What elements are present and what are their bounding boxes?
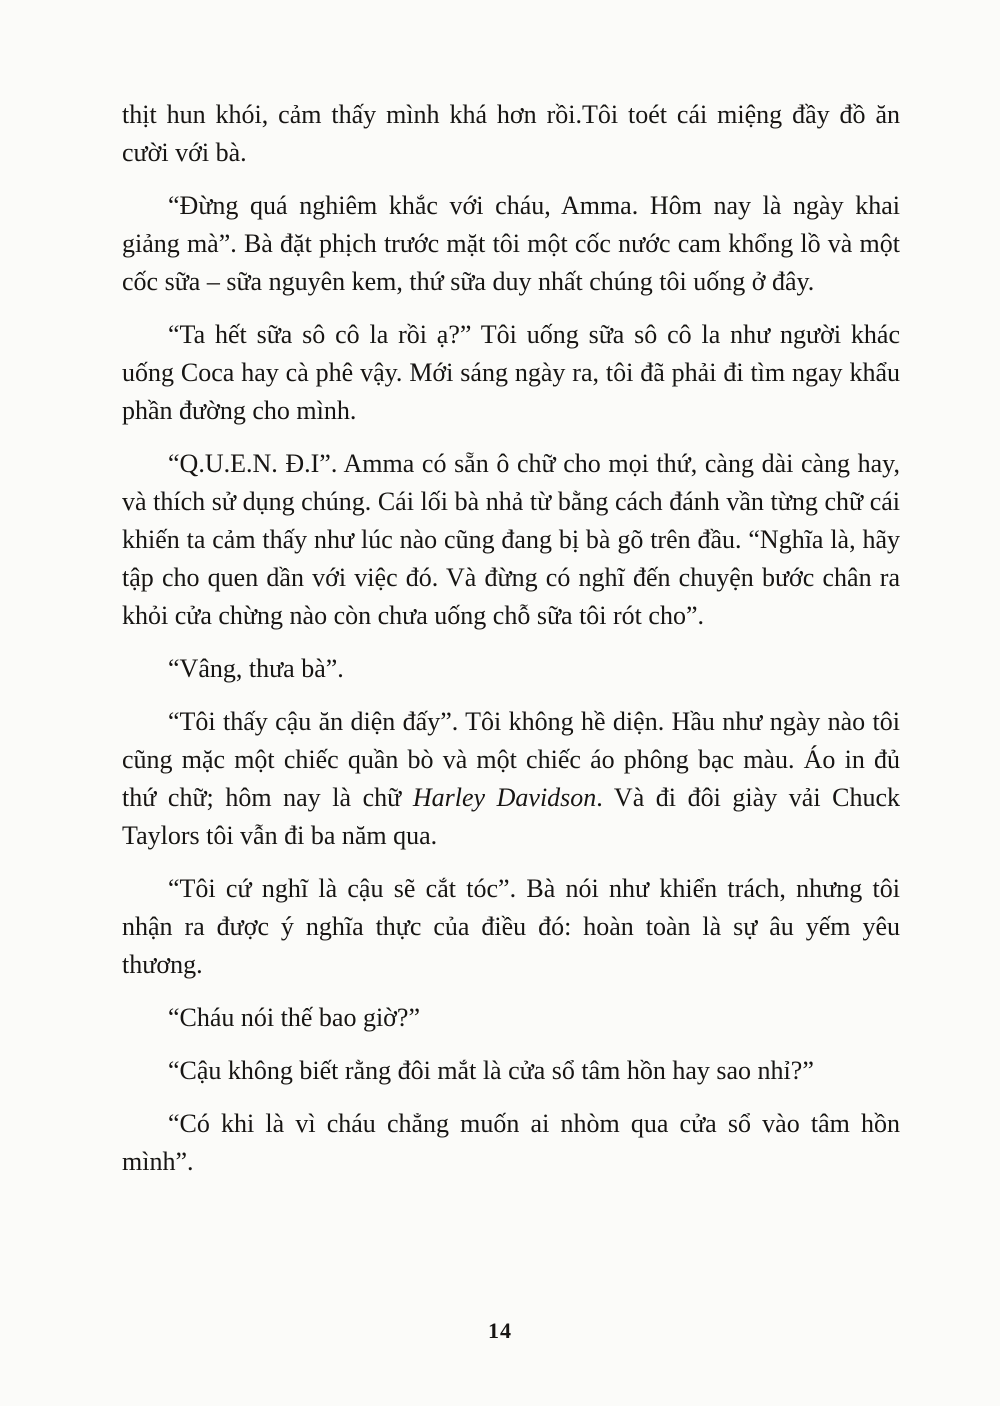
paragraph (122, 703, 900, 855)
text-run: “Có khi là vì cháu chẳng muốn ai nhòm qua cửa sổ vào tâm hồn mình”. (122, 1109, 900, 1176)
paragraph (122, 870, 900, 984)
paragraph (122, 445, 900, 635)
text-run: “Q.U.E.N. Đ.I”. Amma có sẵn ô chữ cho mọi thứ, càng dài càng hay, và thích sử dụng chúng. Cái lối bà nhả từ bằng cách đánh vần từng chữ cái khiến ta cảm thấy như lúc nào cũng đang bị bà gõ trên đầu. “Nghĩa là, hãy tập cho quen dần với việc đó. Và đừng có nghĩ đến chuyện bước chân ra khỏi cửa chừng nào còn chưa uống chỗ sữa tôi rót cho”. (122, 449, 900, 630)
paragraph (122, 187, 900, 301)
text-run: “Vâng, thưa bà”. (168, 654, 344, 683)
text-run: “Cháu nói thế bao giờ?” (168, 1003, 421, 1032)
text-run: “Ta hết sữa sô cô la rồi ạ?” Tôi uống sữa sô cô la như người khác uống Coca hay cà phê vậy. Mới sáng ngày ra, tôi đã phải đi tìm ngay khẩu phần đường cho mình. (122, 320, 900, 425)
paragraph (122, 96, 900, 172)
text-run-italic: Harley Davidson (412, 783, 597, 812)
page-number: 14 (488, 1318, 512, 1343)
text-run: . Và đi đôi giày vải Chuck Taylors tôi vẫn đi ba năm qua. (122, 783, 901, 850)
paragraph (122, 1052, 900, 1090)
text-run: thịt hun khói, cảm thấy mình khá hơn rồi.Tôi toét cái miệng đầy đồ ăn cười với bà. (122, 100, 900, 167)
paragraph (122, 999, 900, 1037)
paragraph (122, 650, 900, 688)
text-run: “Tôi cứ nghĩ là cậu sẽ cắt tóc”. Bà nói như khiển trách, nhưng tôi nhận ra được ý nghĩa thực của điều đó: hoàn toàn là sự âu yếm yêu thương. (122, 874, 900, 979)
text-run: “Đừng quá nghiêm khắc với cháu, Amma. Hôm nay là ngày khai giảng mà”. Bà đặt phịch trước mặt tôi một cốc nước cam khổng lồ và một cốc sữa – sữa nguyên kem, thứ sữa duy nhất chúng tôi uống ở đây. (122, 191, 900, 296)
text-run: “Cậu không biết rằng đôi mắt là cửa sổ tâm hồn hay sao nhỉ?” (168, 1056, 814, 1085)
paragraph (122, 316, 900, 430)
text-block (122, 96, 900, 1196)
text-run: “Tôi thấy cậu ăn diện đấy”. Tôi không hề diện. Hầu như ngày nào tôi cũng mặc một chiếc quần bò và một chiếc áo phông bạc màu. Áo in đủ thứ chữ; hôm nay là chữ (122, 707, 900, 812)
paragraph (122, 1105, 900, 1181)
